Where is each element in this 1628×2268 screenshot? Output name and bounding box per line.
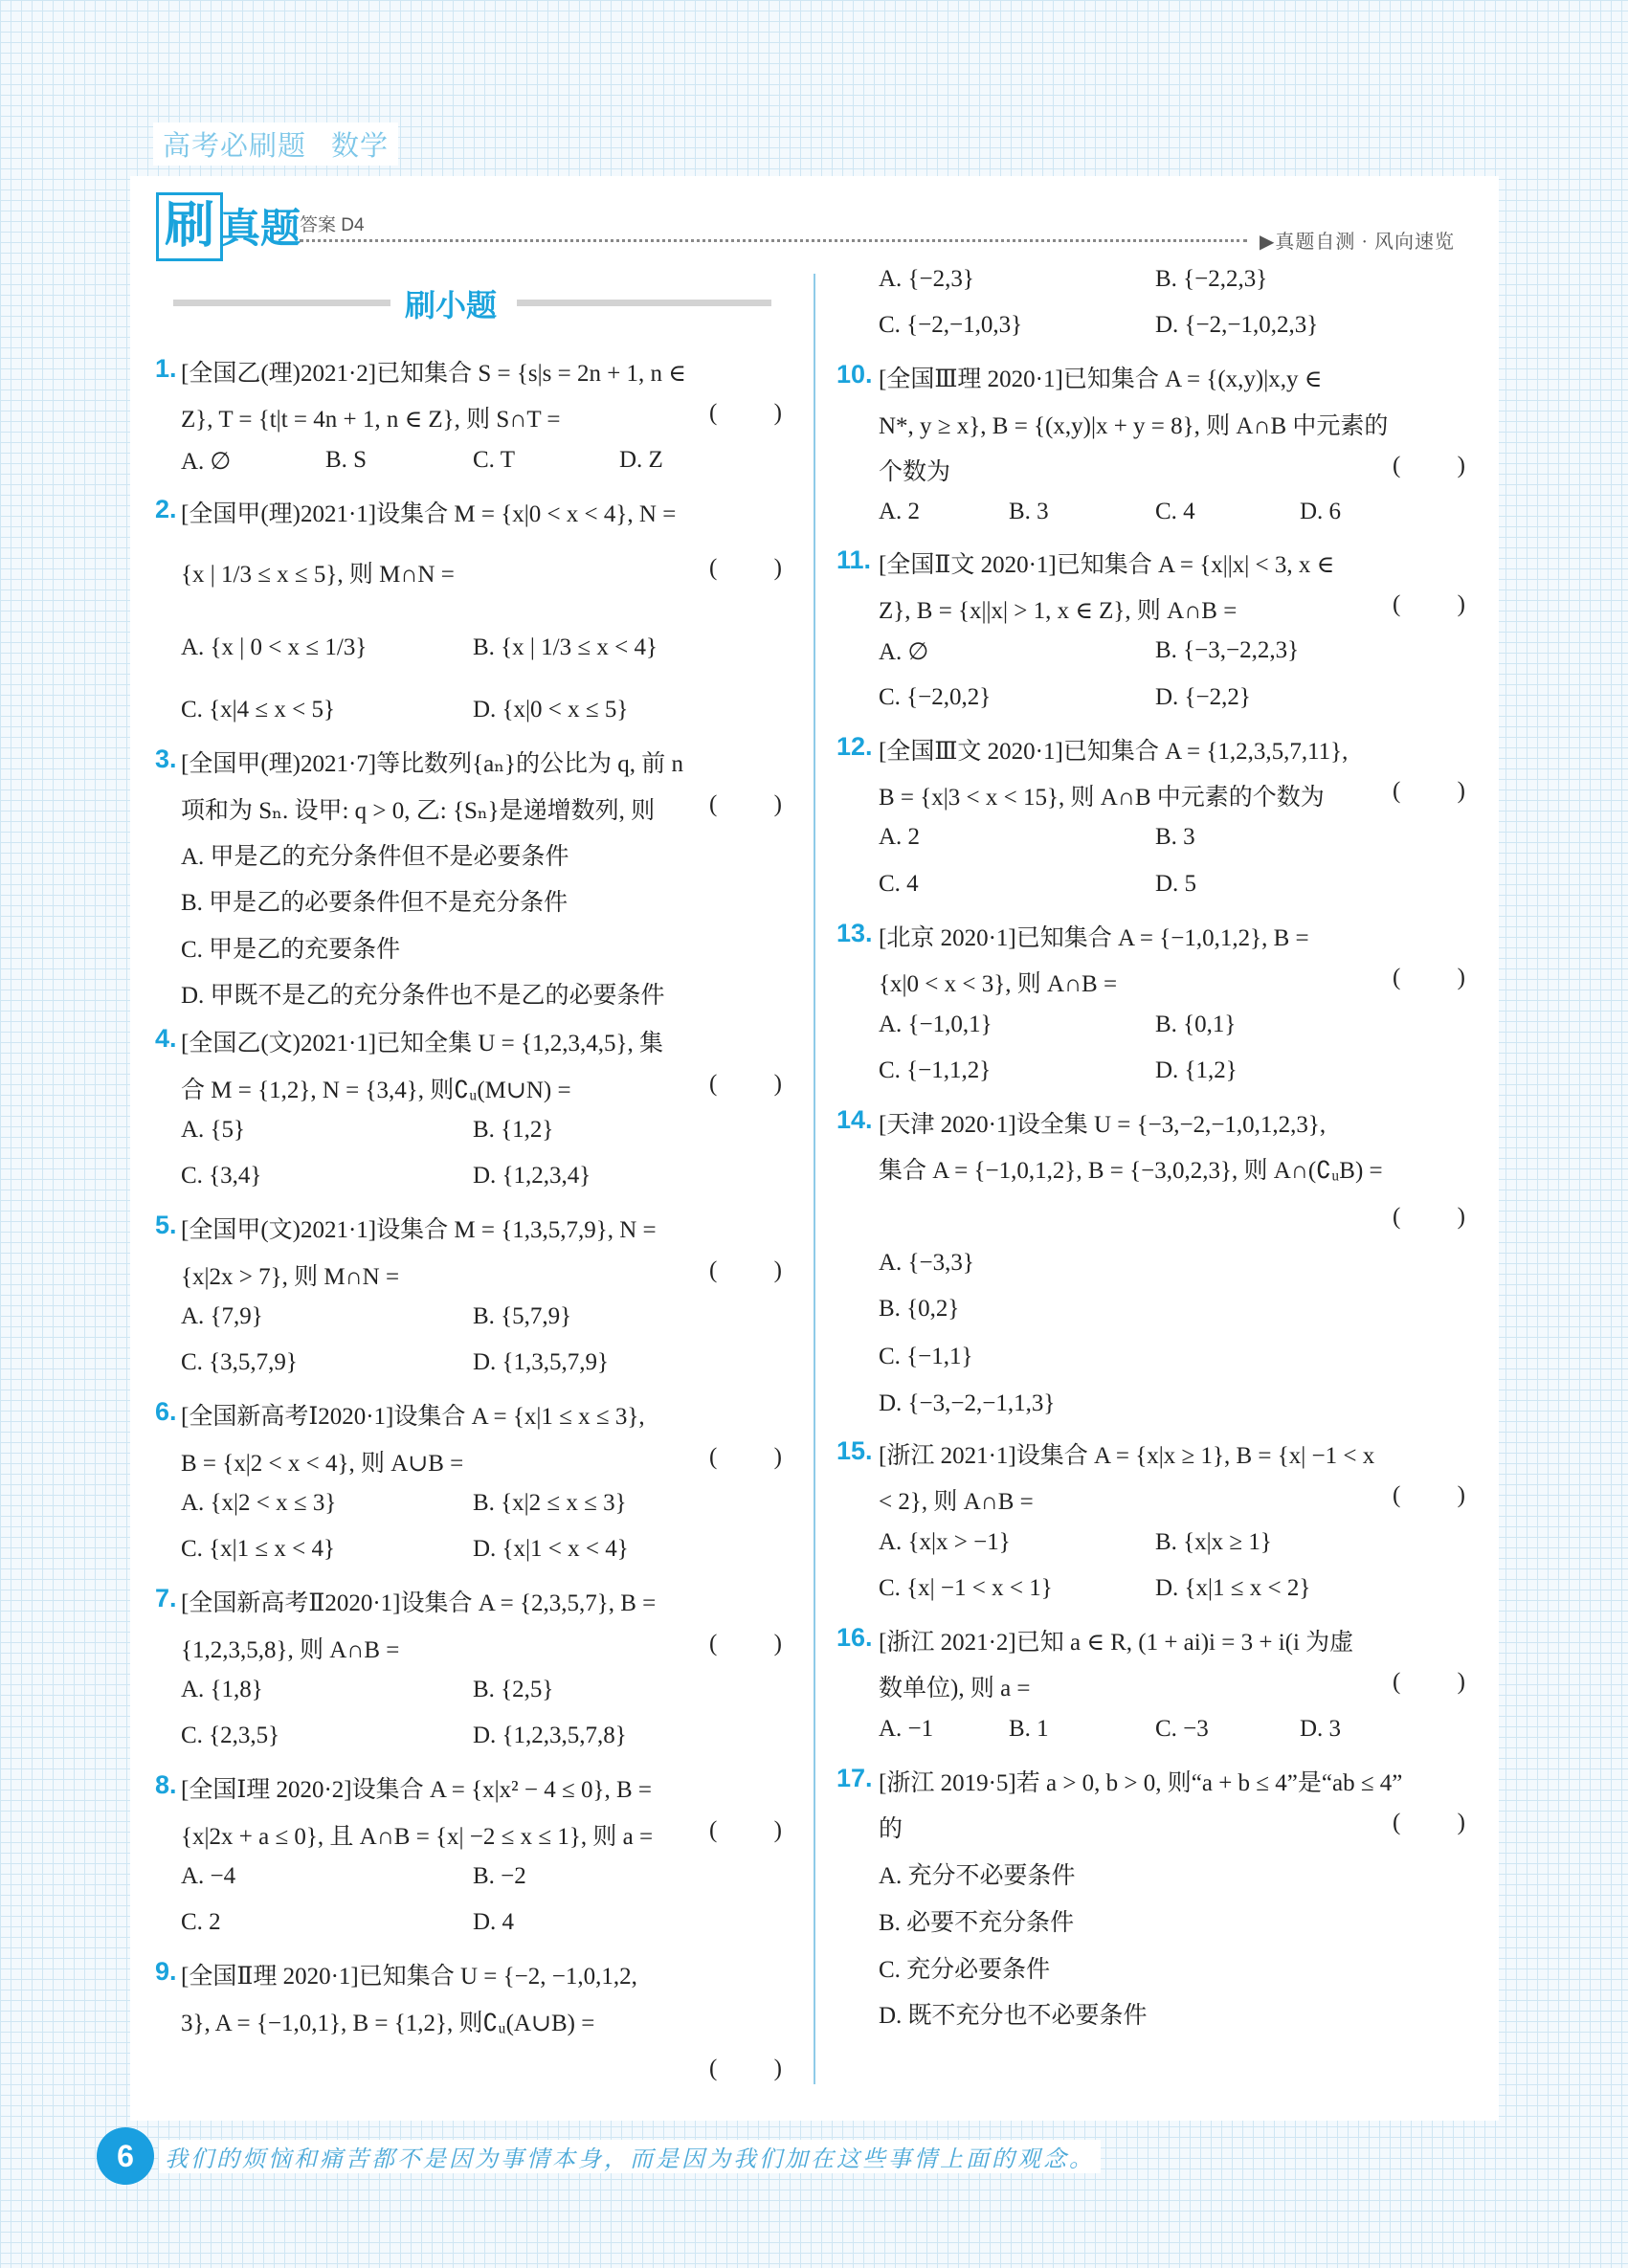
answer-option[interactable]: C. 甲是乙的充要条件 (181, 937, 401, 963)
answer-option[interactable]: B. {x|x ≥ 1} (1155, 1529, 1272, 1555)
paren-open: ( (709, 791, 718, 817)
answer-option[interactable]: D. {1,2} (1155, 1057, 1238, 1083)
answer-option[interactable]: B. −2 (473, 1863, 526, 1889)
question-text: 3}, A = {−1,0,1}, B = {1,2}, 则∁ᵤ(A∪B) = (181, 2011, 595, 2036)
question-number: 14. (836, 1105, 873, 1134)
paren-open: ( (709, 2056, 718, 2081)
question-text: 个数为 (879, 459, 951, 485)
answer-option[interactable]: B. {1,2} (473, 1117, 554, 1143)
question-text: [全国新高考Ⅰ2020·1]设集合 A = {x|1 ≤ x ≤ 3}, (181, 1404, 645, 1430)
answer-option[interactable]: D. 既不充分也不必要条件 (879, 2003, 1148, 2029)
paren-open: ( (709, 1257, 718, 1283)
answer-option[interactable]: D. 4 (473, 1909, 515, 1935)
paren-close: ) (773, 1257, 782, 1283)
paren-close: ) (1457, 1669, 1465, 1695)
answer-blank[interactable] (1393, 965, 1465, 991)
answer-option[interactable]: C. {−2,−1,0,3} (879, 312, 1023, 338)
paren-open: ( (1393, 1669, 1401, 1695)
paren-close: ) (773, 1444, 782, 1470)
question-number: 12. (836, 732, 873, 761)
answer-option[interactable]: C. T (473, 447, 515, 473)
question-number: 4. (155, 1024, 177, 1053)
answer-option[interactable]: B. {−3,−2,2,3} (1155, 637, 1300, 663)
question-text: N*, y ≥ x}, B = {(x,y)|x + y = 8}, 则 A∩B 中元素的 (879, 413, 1389, 439)
question-text: [全国Ⅱ文 2020·1]已知集合 A = {x||x| < 3, x ∈ (879, 552, 1335, 578)
answer-blank[interactable] (709, 1257, 782, 1284)
answer-option[interactable]: A. {x|2 < x ≤ 3} (181, 1490, 337, 1516)
answer-blank[interactable] (709, 400, 782, 427)
answer-option[interactable]: D. Z (619, 447, 663, 473)
question-text: [全国甲(理)2021·7]等比数列{aₙ}的公比为 q, 前 n (181, 751, 684, 777)
paren-open: ( (1393, 591, 1401, 617)
question-text: B = {x|3 < x < 15}, 则 A∩B 中元素的个数为 (879, 785, 1325, 811)
subtitle-bar-left (173, 300, 390, 306)
paren-open: ( (709, 1444, 718, 1470)
answer-option[interactable]: A. {x|x > −1} (879, 1529, 1011, 1555)
paren-close: ) (1457, 778, 1465, 804)
answer-blank[interactable] (709, 1817, 782, 1844)
answer-option[interactable]: B. {5,7,9} (473, 1303, 572, 1329)
question-text: 的 (879, 1816, 903, 1842)
dotted-divider (300, 239, 1247, 242)
answer-option[interactable]: A. ∅ (181, 449, 232, 475)
answer-option[interactable]: B. {2,5} (473, 1677, 554, 1702)
question-number: 6. (155, 1397, 177, 1426)
paren-close: ) (773, 1817, 782, 1843)
answer-option[interactable]: D. {x|1 ≤ x < 2} (1155, 1575, 1311, 1601)
question-text: {x|2x + a ≤ 0}, 且 A∩B = {x| −2 ≤ x ≤ 1}, 则 a = (181, 1824, 654, 1850)
question-text: {1,2,3,5,8}, 则 A∩B = (181, 1637, 400, 1663)
paren-open: ( (709, 1071, 718, 1097)
paren-close: ) (773, 2056, 782, 2081)
book-title: 高考必刷题 (163, 131, 307, 162)
paren-close: ) (1457, 453, 1465, 478)
answer-option[interactable]: A. 2 (879, 824, 921, 850)
answer-option[interactable]: A. 2 (879, 499, 921, 524)
question-number: 7. (155, 1584, 177, 1612)
answer-blank[interactable] (709, 1631, 782, 1657)
question-text: [浙江 2021·2]已知 a ∈ R, (1 + ai)i = 3 + i(i 为虚 (879, 1630, 1354, 1656)
answer-option[interactable]: C. {x|1 ≤ x < 4} (181, 1536, 335, 1562)
answer-blank[interactable] (709, 1444, 782, 1471)
book-header (153, 122, 398, 166)
answer-reference: 答案 D4 (300, 215, 365, 235)
answer-option[interactable]: B. {0,1} (1155, 1012, 1237, 1037)
page-number-badge: 6 (97, 2127, 154, 2185)
answer-blank[interactable] (709, 1071, 782, 1098)
paren-open: ( (1393, 778, 1401, 804)
answer-option[interactable]: A. −1 (879, 1716, 934, 1742)
answer-option[interactable]: D. {x|1 < x < 4} (473, 1536, 629, 1562)
paren-close: ) (1457, 1204, 1465, 1230)
answer-option[interactable]: C. {2,3,5} (181, 1723, 280, 1748)
subject-label: 数学 (331, 131, 390, 162)
section-badge-icon: 刷 (156, 192, 223, 261)
question-text: Z}, B = {x||x| > 1, x ∈ Z}, 则 A∩B = (879, 598, 1238, 624)
answer-option[interactable]: B. S (325, 447, 368, 473)
answer-option[interactable]: C. {x| −1 < x < 1} (879, 1575, 1053, 1601)
question-text: {x|0 < x < 3}, 则 A∩B = (879, 971, 1118, 997)
answer-option[interactable]: D. 5 (1155, 871, 1197, 897)
paren-close: ) (773, 555, 782, 581)
question-number: 11. (836, 545, 872, 574)
question-text: [浙江 2021·1]设集合 A = {x|x ≥ 1}, B = {x| −1 < x (879, 1443, 1375, 1469)
answer-option[interactable]: A. ∅ (879, 639, 929, 665)
paren-close: ) (1457, 965, 1465, 990)
answer-option[interactable]: B. {x | 1/3 ≤ x < 4} (473, 634, 658, 660)
paren-open: ( (709, 1817, 718, 1843)
answer-option[interactable]: D. {1,2,3,5,7,8} (473, 1723, 627, 1748)
answer-option[interactable]: B. {−2,2,3} (1155, 266, 1268, 292)
answer-option[interactable]: C. {−2,0,2} (879, 684, 992, 710)
answer-option[interactable]: C. {3,4} (181, 1163, 262, 1189)
question-text: [全国乙(文)2021·1]已知全集 U = {1,2,3,4,5}, 集 (181, 1031, 664, 1056)
answer-blank[interactable] (1393, 591, 1465, 618)
answer-option[interactable]: D. 3 (1300, 1716, 1342, 1742)
paren-open: ( (709, 555, 718, 581)
question-text: 数单位), 则 a = (879, 1676, 1031, 1701)
answer-option[interactable]: A. {−3,3} (879, 1250, 974, 1276)
answer-option[interactable]: A. {5} (181, 1117, 246, 1143)
subtitle-bar-right (517, 300, 771, 306)
paren-close: ) (773, 1631, 782, 1657)
answer-option[interactable]: B. 甲是乙的必要条件但不是充分条件 (181, 890, 569, 916)
answer-option[interactable]: C. 充分必要条件 (879, 1957, 1051, 1983)
paren-open: ( (709, 1631, 718, 1657)
paren-open: ( (1393, 453, 1401, 478)
question-text: {x|2x > 7}, 则 M∩N = (181, 1264, 400, 1290)
question-text: 项和为 Sₙ. 设甲: q > 0, 乙: {Sₙ}是递增数列, 则 (181, 798, 656, 824)
answer-option[interactable]: D. 6 (1300, 499, 1342, 524)
question-text: [全国甲(文)2021·1]设集合 M = {1,3,5,7,9}, N = (181, 1217, 657, 1243)
answer-blank[interactable] (1393, 453, 1465, 479)
answer-option[interactable]: C. −3 (1155, 1716, 1209, 1742)
question-text: 集合 A = {−1,0,1,2}, B = {−3,0,2,3}, 则 A∩(∁ᵤB) = (879, 1158, 1383, 1184)
answer-blank[interactable] (1393, 1204, 1465, 1231)
question-number: 9. (155, 1957, 177, 1986)
question-number: 13. (836, 919, 873, 947)
question-text: [全国Ⅰ理 2020·2]设集合 A = {x|x² − 4 ≤ 0}, B = (181, 1777, 652, 1803)
answer-option[interactable]: C. {3,5,7,9} (181, 1349, 298, 1375)
answer-option[interactable]: A. {1,8} (181, 1677, 263, 1702)
answer-option[interactable]: C. {−1,1,2} (879, 1057, 992, 1083)
answer-option[interactable]: C. {x|4 ≤ x < 5} (181, 697, 335, 723)
question-number: 16. (836, 1623, 873, 1652)
column-divider (814, 274, 815, 2084)
question-text: [全国Ⅲ理 2020·1]已知集合 A = {(x,y)|x,y ∈ (879, 367, 1323, 392)
question-text: [浙江 2019·5]若 a > 0, b > 0, 则“a + b ≤ 4”是“ab ≤ 4” (879, 1770, 1403, 1796)
answer-blank[interactable] (1393, 778, 1465, 805)
answer-option[interactable]: C. {−1,1} (879, 1344, 973, 1369)
paren-close: ) (773, 400, 782, 426)
question-text: {x | 1/3 ≤ x ≤ 5}, 则 M∩N = (181, 562, 455, 588)
answer-blank[interactable] (709, 555, 782, 582)
answer-option[interactable]: B. 必要不充分条件 (879, 1910, 1075, 1936)
question-text: [全国乙(理)2021·2]已知集合 S = {s|s = 2n + 1, n ∈ (181, 361, 686, 387)
answer-blank[interactable] (709, 791, 782, 818)
paren-close: ) (1457, 1810, 1465, 1835)
answer-option[interactable]: B. 3 (1155, 824, 1195, 850)
question-number: 2. (155, 495, 177, 523)
subsection-title: 刷小题 (405, 288, 498, 322)
answer-option[interactable]: A. −4 (181, 1863, 236, 1889)
answer-option[interactable]: D. {−2,−1,0,2,3} (1155, 312, 1319, 338)
paren-open: ( (1393, 1482, 1401, 1508)
answer-option[interactable]: A. {−2,3} (879, 266, 974, 292)
question-text: Z}, T = {t|t = 4n + 1, n ∈ Z}, 则 S∩T = (181, 407, 561, 433)
answer-option[interactable]: A. {x | 0 < x ≤ 1/3} (181, 634, 368, 660)
answer-option[interactable]: C. 4 (1155, 499, 1195, 524)
answer-option[interactable]: D. {x|0 < x ≤ 5} (473, 697, 629, 723)
answer-option[interactable]: B. {x|2 ≤ x ≤ 3} (473, 1490, 627, 1516)
answer-option[interactable]: B. 1 (1009, 1716, 1049, 1742)
answer-option[interactable]: A. {−1,0,1} (879, 1012, 992, 1037)
question-text: [全国甲(理)2021·1]设集合 M = {x|0 < x < 4}, N = (181, 501, 677, 527)
answer-option[interactable]: B. 3 (1009, 499, 1049, 524)
question-number: 3. (155, 745, 177, 773)
answer-blank[interactable] (709, 2056, 782, 2082)
paren-close: ) (1457, 591, 1465, 617)
question-number: 17. (836, 1764, 873, 1792)
question-number: 1. (155, 354, 177, 383)
answer-option[interactable]: A. 甲是乙的充分条件但不是必要条件 (181, 844, 569, 870)
question-text: [全国Ⅲ文 2020·1]已知集合 A = {1,2,3,5,7,11}, (879, 739, 1349, 765)
paren-open: ( (1393, 1204, 1401, 1230)
paren-close: ) (1457, 1482, 1465, 1508)
question-number: 5. (155, 1211, 177, 1239)
answer-blank[interactable] (1393, 1669, 1465, 1696)
answer-blank[interactable] (1393, 1482, 1465, 1509)
answer-option[interactable]: A. 充分不必要条件 (879, 1863, 1076, 1889)
question-number: 10. (836, 360, 873, 389)
answer-option[interactable]: D. {−2,2} (1155, 684, 1251, 710)
answer-option[interactable]: D. {1,3,5,7,9} (473, 1349, 610, 1375)
paren-open: ( (709, 400, 718, 426)
question-text: [全国Ⅱ理 2020·1]已知集合 U = {−2, −1,0,1,2, (181, 1964, 637, 1990)
paren-open: ( (1393, 1810, 1401, 1835)
question-number: 15. (836, 1436, 873, 1465)
question-text: [北京 2020·1]已知集合 A = {−1,0,1,2}, B = (879, 925, 1309, 951)
footer-quote: 我们的烦恼和痛苦都不是因为事情本身，而是因为我们加在这些事情上面的观念。 (159, 2140, 1101, 2173)
question-text: 合 M = {1,2}, N = {3,4}, 则∁ᵤ(M∪N) = (181, 1078, 571, 1103)
question-text: [全国新高考Ⅱ2020·1]设集合 A = {2,3,5,7}, B = (181, 1590, 657, 1616)
answer-option[interactable]: D. {−3,−2,−1,1,3} (879, 1390, 1056, 1416)
answer-option[interactable]: A. {7,9} (181, 1303, 263, 1329)
answer-option[interactable]: B. {0,2} (879, 1296, 960, 1322)
section-tagline: ▶真题自测 · 风向速览 (1260, 232, 1456, 253)
paren-close: ) (773, 1071, 782, 1097)
answer-option[interactable]: D. 甲既不是乙的充分条件也不是乙的必要条件 (181, 983, 665, 1009)
answer-option[interactable]: C. 4 (879, 871, 919, 897)
question-text: B = {x|2 < x < 4}, 则 A∪B = (181, 1451, 464, 1477)
question-text: < 2}, 则 A∩B = (879, 1489, 1034, 1515)
paren-open: ( (1393, 965, 1401, 990)
question-number: 8. (155, 1770, 177, 1799)
section-title: 真题 (220, 208, 301, 252)
question-text: [天津 2020·1]设全集 U = {−3,−2,−1,0,1,2,3}, (879, 1112, 1327, 1138)
answer-option[interactable]: C. 2 (181, 1909, 221, 1935)
answer-blank[interactable] (1393, 1810, 1465, 1836)
answer-option[interactable]: D. {1,2,3,4} (473, 1163, 591, 1189)
paren-close: ) (773, 791, 782, 817)
